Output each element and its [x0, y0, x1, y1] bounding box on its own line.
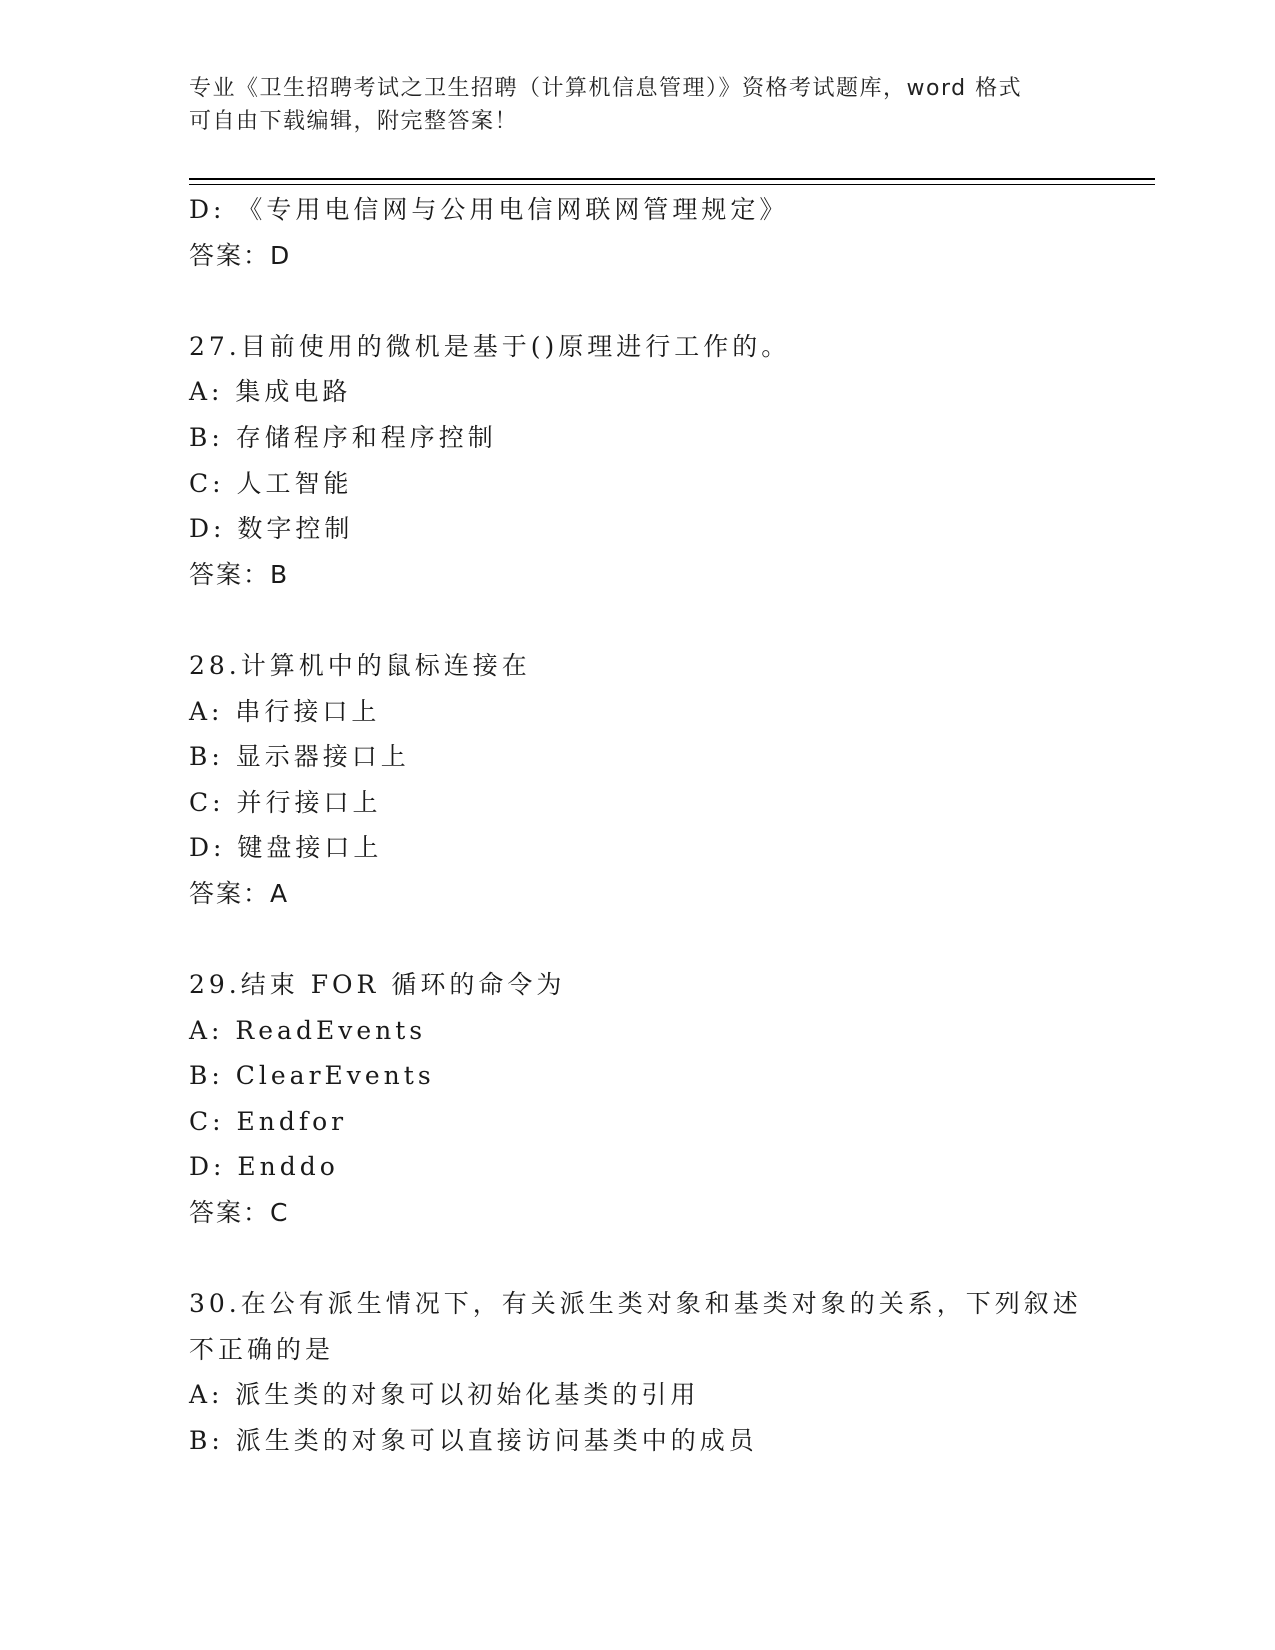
spacer — [189, 1236, 1109, 1282]
question-stem: 29.结束 FOR 循环的命令为 — [189, 970, 566, 1000]
option-a: A: 串行接口上 — [189, 696, 381, 726]
option-b: B: 显示器接口上 — [189, 742, 410, 772]
option-d: D: 键盘接口上 — [189, 833, 383, 863]
option-d: D: Enddo — [189, 1152, 339, 1182]
option-a: A: 派生类的对象可以初始化基类的引用 — [189, 1380, 700, 1410]
question-list — [189, 187, 1109, 1464]
question-stem-line-1: 30.在公有派生情况下，有关派生类对象和基类对象的关系，下列叙述 — [189, 1289, 1082, 1319]
option-a: A: 集成电路 — [189, 377, 352, 407]
header-rule-thick — [189, 178, 1155, 180]
option-c: C: 人工智能 — [189, 468, 353, 498]
option-c: C: 并行接口上 — [189, 787, 382, 817]
spacer — [189, 917, 1109, 963]
document-header — [189, 72, 1089, 138]
header-rule-thin — [189, 184, 1155, 185]
option-b: B: 存储程序和程序控制 — [189, 422, 497, 452]
spacer — [189, 278, 1109, 324]
question-29 — [189, 962, 1109, 1236]
question-27 — [189, 324, 1109, 598]
option-b: B: 派生类的对象可以直接访问基类中的成员 — [189, 1426, 758, 1456]
answer: 答案：A — [189, 878, 290, 908]
question-stem: 28.计算机中的鼠标连接在 — [189, 650, 531, 680]
option-a: A: ReadEvents — [189, 1015, 427, 1045]
header-line-2: 可自由下载编辑，附完整答案！ — [189, 109, 519, 134]
question-28 — [189, 643, 1109, 917]
option-c: C: Endfor — [189, 1106, 348, 1136]
spacer — [189, 597, 1109, 643]
question-stem: 27.目前使用的微机是基于()原理进行工作的。 — [189, 331, 791, 361]
prev-option-d: D: 《专用电信网与公用电信网联网管理规定》 — [189, 195, 789, 224]
question-30 — [189, 1281, 1109, 1463]
answer: 答案：B — [189, 559, 290, 589]
option-b: B: ClearEvents — [189, 1061, 435, 1091]
answer: 答案：C — [189, 1198, 290, 1228]
option-d: D: 数字控制 — [189, 514, 354, 544]
question-stem-line-2: 不正确的是 — [189, 1334, 335, 1364]
prev-answer: 答案：D — [189, 240, 292, 270]
header-line-1: 专业《卫生招聘考试之卫生招聘（计算机信息管理）》资格考试题库，word 格式 — [189, 76, 1023, 101]
